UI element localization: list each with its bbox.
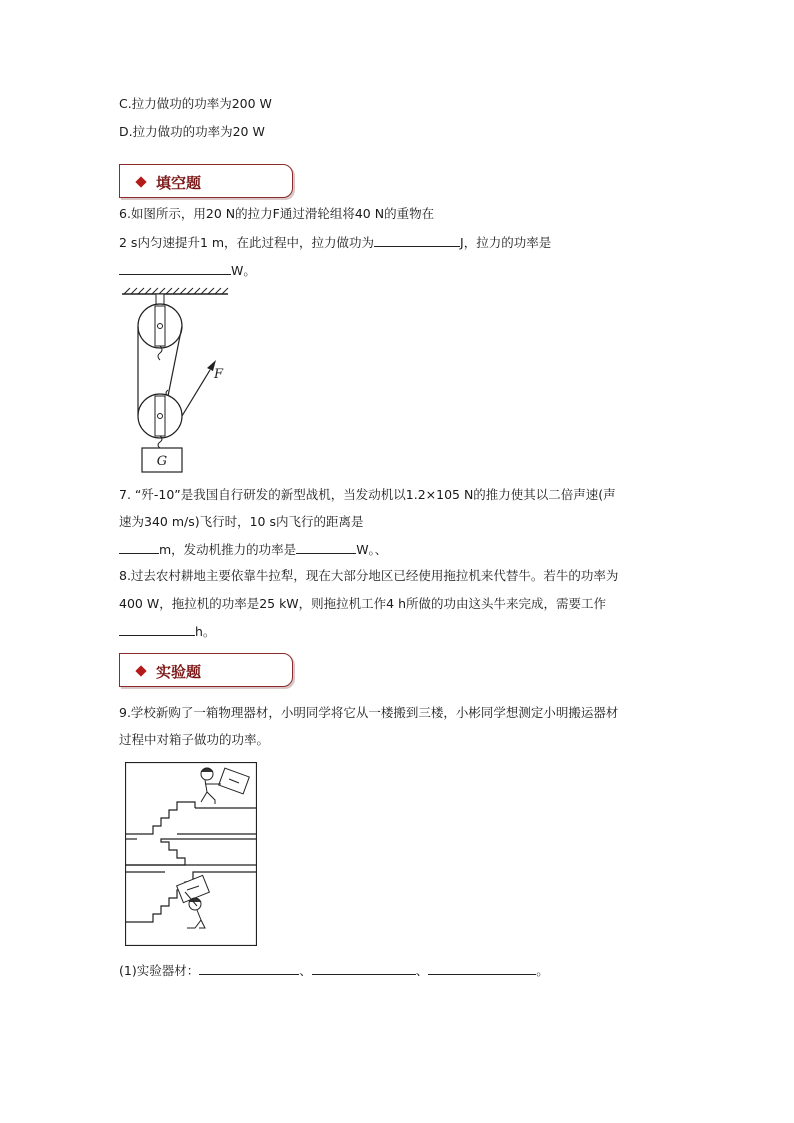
q7-line-1: 7. “歼-10”是我国自行研发的新型战机，当发动机以1.2×105 N的推力使其以二倍声速(声 bbox=[119, 487, 616, 502]
q8-line-3 bbox=[119, 623, 215, 640]
q7-line-3 bbox=[119, 541, 387, 558]
q6-line-3 bbox=[119, 262, 256, 279]
q9-text: 、 bbox=[415, 963, 429, 978]
option-d: D.拉力做功的功率为20 W bbox=[119, 124, 265, 139]
q6-line-1: 6.如图所示，用20 N的拉力F通过滑轮组将40 N的重物在 bbox=[119, 206, 435, 221]
section-title: 填空题 bbox=[156, 174, 202, 192]
q6-text: 2 s内匀速提升1 m，在此过程中，拉力做功为 bbox=[119, 235, 375, 250]
weight-block bbox=[142, 448, 182, 472]
force-label: F bbox=[214, 367, 224, 382]
movable-pulley bbox=[138, 390, 182, 448]
diamond-bullet-icon bbox=[135, 665, 146, 676]
q8-text: h。 bbox=[195, 624, 216, 639]
q9-line-2: 过程中对箱子做功的功率。 bbox=[119, 732, 270, 747]
q6-text: W。 bbox=[231, 263, 256, 278]
answer-blank[interactable] bbox=[428, 962, 536, 975]
q9-text: 、 bbox=[299, 963, 312, 978]
diamond-bullet-icon bbox=[135, 176, 146, 187]
option-c: C.拉力做功的功率为200 W bbox=[119, 96, 272, 111]
q9-line-1: 9.学校新购了一箱物理器材，小明同学将它从一楼搬到三楼，小彬同学想测定小明搬运器材 bbox=[119, 705, 619, 720]
section-title: 实验题 bbox=[156, 663, 202, 681]
answer-blank[interactable] bbox=[374, 234, 460, 247]
answer-blank[interactable] bbox=[312, 962, 416, 975]
q6-line-2 bbox=[119, 234, 551, 251]
answer-blank[interactable] bbox=[119, 541, 159, 554]
answer-blank[interactable] bbox=[296, 541, 356, 554]
q9-sub-1 bbox=[119, 962, 549, 979]
fixed-pulley bbox=[138, 294, 182, 360]
q7-line-2: 速为340 m/s)飞行时，10 s内飞行的距离是 bbox=[119, 514, 364, 529]
q8-line-2: 400 W，拖拉机的功率是25 kW，则拖拉机工作4 h所做的功由这头牛来完成，需要工作 bbox=[119, 596, 607, 611]
weight-label: G bbox=[156, 454, 168, 469]
q8-line-1: 8.过去农村耕地主要依靠牛拉犁，现在大部分地区已经使用拖拉机来代替牛。若牛的功率为 bbox=[119, 568, 619, 583]
stairs-carrying-box-figure bbox=[125, 762, 257, 946]
section-header-fill-in bbox=[119, 164, 293, 198]
answer-blank[interactable] bbox=[199, 962, 299, 975]
section-header-experiment bbox=[119, 653, 293, 687]
q7-text: W。、 bbox=[356, 542, 388, 557]
ceiling-hatch bbox=[122, 288, 228, 294]
answer-blank[interactable] bbox=[119, 262, 231, 275]
q7-text: m，发动机推力的功率是 bbox=[159, 542, 297, 557]
answer-blank[interactable] bbox=[119, 623, 195, 636]
q9-text: (1)实验器材： bbox=[119, 963, 200, 978]
q9-text: 。 bbox=[536, 963, 549, 978]
pulley-system-figure bbox=[118, 286, 238, 476]
q6-text: J，拉力的功率是 bbox=[460, 235, 552, 250]
